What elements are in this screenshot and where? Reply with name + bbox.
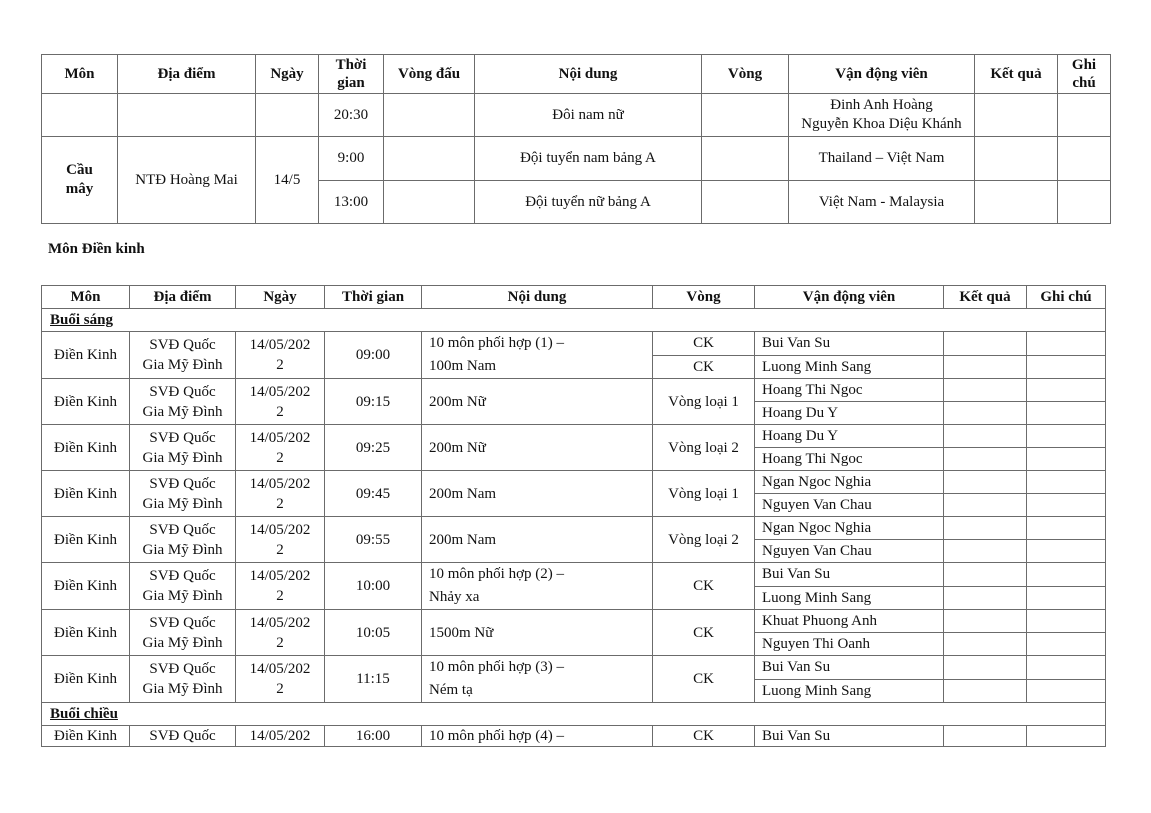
col-header-date: Ngày (256, 55, 319, 94)
time-cell: 10:00 (325, 563, 422, 610)
athlete-cell: Hoang Thi Ngoc (755, 448, 944, 471)
round-cell: Vòng loại 2 (653, 425, 755, 471)
content-cell: 10 môn phối hợp (1) – 100m Nam (422, 332, 653, 379)
time-cell: 13:00 (319, 181, 384, 224)
content-cell: Đôi nam nữ (475, 94, 702, 137)
time-cell: 16:00 (325, 726, 422, 747)
athlete-cell: Khuat Phuong Anh (755, 610, 944, 633)
col-header-note: Ghi chú (1027, 286, 1106, 309)
time-cell: 09:55 (325, 517, 422, 563)
col-header-sport: Môn (42, 286, 130, 309)
time-cell: 09:45 (325, 471, 422, 517)
venue-cell: SVĐ Quốc Gia Mỹ Đình (130, 379, 236, 425)
sport-cell: Cầu mây (42, 137, 118, 224)
table-row (42, 137, 1111, 181)
date-cell: 14/05/202 2 (236, 332, 325, 379)
venue-cell: SVĐ Quốc Gia Mỹ Đình (130, 610, 236, 656)
time-cell: 9:00 (319, 137, 384, 181)
round-cell: Vòng loại 2 (653, 517, 755, 563)
col-header-venue: Địa điểm (130, 286, 236, 309)
round-cell: CK (653, 355, 755, 379)
venue-cell: SVĐ Quốc Gia Mỹ Đình (130, 656, 236, 703)
table-row (42, 332, 1106, 356)
sport-cell: Điền Kinh (42, 332, 130, 379)
col-header-result: Kết quả (975, 55, 1058, 94)
time-cell: 09:15 (325, 379, 422, 425)
sport-cell: Điền Kinh (42, 425, 130, 471)
round-cell: Vòng loại 1 (653, 471, 755, 517)
table-row (42, 517, 1106, 540)
athlete-cell: Bui Van Su (755, 563, 944, 587)
content-cell: 200m Nữ (422, 379, 653, 425)
venue-cell: SVĐ Quốc Gia Mỹ Đình (130, 563, 236, 610)
col-header-round: Vòng (653, 286, 755, 309)
athlete-cell: Bui Van Su (755, 332, 944, 356)
athlete-cell: Nguyen Van Chau (755, 540, 944, 563)
athlete-cell: Việt Nam - Malaysia (789, 181, 975, 224)
venue-cell: SVĐ Quốc Gia Mỹ Đình (130, 517, 236, 563)
date-cell: 14/05/202 2 (236, 517, 325, 563)
round-cell: CK (653, 656, 755, 703)
col-header-time: Thời gian (325, 286, 422, 309)
sport-cell: Điền Kinh (42, 610, 130, 656)
content-cell: 10 môn phối hợp (2) – Nhảy xa (422, 563, 653, 610)
content-cell: 200m Nam (422, 471, 653, 517)
content-cell: Đội tuyển nữ bảng A (475, 181, 702, 224)
date-cell: 14/05/202 2 (236, 471, 325, 517)
athletics-schedule-table (41, 285, 1106, 747)
col-header-athlete: Vận động viên (789, 55, 975, 94)
athlete-cell: Hoang Du Y (755, 402, 944, 425)
athlete-cell: Nguyen Thi Oanh (755, 633, 944, 656)
date-cell: 14/05/202 2 (236, 425, 325, 471)
athlete-cell: Hoang Du Y (755, 425, 944, 448)
table-row (42, 563, 1106, 587)
table-row (42, 425, 1106, 448)
time-cell: 09:00 (325, 332, 422, 379)
col-header-content: Nội dung (475, 55, 702, 94)
venue-cell: SVĐ Quốc Gia Mỹ Đình (130, 425, 236, 471)
sport-cell: Điền Kinh (42, 726, 130, 747)
table-header-row (42, 286, 1106, 309)
sport-cell: Điền Kinh (42, 656, 130, 703)
athlete-cell: Ngan Ngoc Nghia (755, 517, 944, 540)
col-header-venue: Địa điểm (118, 55, 256, 94)
round-cell: Vòng loại 1 (653, 379, 755, 425)
date-cell: 14/5 (256, 137, 319, 224)
athlete-cell: Nguyen Van Chau (755, 494, 944, 517)
content-cell: 200m Nữ (422, 425, 653, 471)
table-header-row (42, 55, 1111, 94)
content-cell: Đội tuyển nam bảng A (475, 137, 702, 181)
athlete-cell: Luong Minh Sang (755, 586, 944, 610)
col-header-note: Ghi chú (1058, 55, 1111, 94)
time-cell: 10:05 (325, 610, 422, 656)
athlete-cell: Bui Van Su (755, 726, 944, 747)
badminton-schedule-table (41, 54, 1111, 224)
col-header-date: Ngày (236, 286, 325, 309)
venue-cell: NTĐ Hoàng Mai (118, 137, 256, 224)
content-cell: 1500m Nữ (422, 610, 653, 656)
table-row (42, 379, 1106, 402)
table-row (42, 726, 1106, 747)
content-cell: 10 môn phối hợp (4) – (422, 726, 653, 747)
athlete-cell: Ngan Ngoc Nghia (755, 471, 944, 494)
col-header-match-round: Vòng đấu (384, 55, 475, 94)
date-cell: 14/05/202 2 (236, 563, 325, 610)
col-header-round: Vòng (702, 55, 789, 94)
date-cell: 14/05/202 2 (236, 379, 325, 425)
sport-cell: Điền Kinh (42, 563, 130, 610)
time-cell: 20:30 (319, 94, 384, 137)
table-row (42, 610, 1106, 633)
round-cell: CK (653, 610, 755, 656)
round-cell: CK (653, 563, 755, 610)
athlete-cell: Luong Minh Sang (755, 679, 944, 703)
table-row (42, 94, 1111, 137)
col-header-result: Kết quả (944, 286, 1027, 309)
time-cell: 11:15 (325, 656, 422, 703)
sport-cell: Điền Kinh (42, 379, 130, 425)
venue-cell: SVĐ Quốc Gia Mỹ Đình (130, 471, 236, 517)
table-row (42, 471, 1106, 494)
col-header-content: Nội dung (422, 286, 653, 309)
table-row (42, 656, 1106, 680)
round-cell: CK (653, 726, 755, 747)
section-title: Môn Điền kinh (48, 241, 145, 257)
date-cell: 14/05/202 2 (236, 610, 325, 656)
athlete-cell: Thailand – Việt Nam (789, 137, 975, 181)
session-label: Buổi chiều (42, 703, 1106, 726)
content-cell: 200m Nam (422, 517, 653, 563)
session-label: Buổi sáng (42, 309, 1106, 332)
content-cell: 10 môn phối hợp (3) – Ném tạ (422, 656, 653, 703)
venue-cell: SVĐ Quốc (130, 726, 236, 747)
athlete-cell: Đinh Anh Hoàng Nguyễn Khoa Diệu Khánh (789, 94, 975, 137)
athlete-cell: Bui Van Su (755, 656, 944, 680)
date-cell: 14/05/202 (236, 726, 325, 747)
session-row (42, 309, 1106, 332)
athlete-cell: Hoang Thi Ngoc (755, 379, 944, 402)
time-cell: 09:25 (325, 425, 422, 471)
col-header-athlete: Vận động viên (755, 286, 944, 309)
col-header-sport: Môn (42, 55, 118, 94)
session-row (42, 703, 1106, 726)
col-header-time: Thời gian (319, 55, 384, 94)
round-cell: CK (653, 332, 755, 356)
venue-cell: SVĐ Quốc Gia Mỹ Đình (130, 332, 236, 379)
sport-cell: Điền Kinh (42, 517, 130, 563)
athlete-cell: Luong Minh Sang (755, 355, 944, 379)
sport-cell: Điền Kinh (42, 471, 130, 517)
date-cell: 14/05/202 2 (236, 656, 325, 703)
